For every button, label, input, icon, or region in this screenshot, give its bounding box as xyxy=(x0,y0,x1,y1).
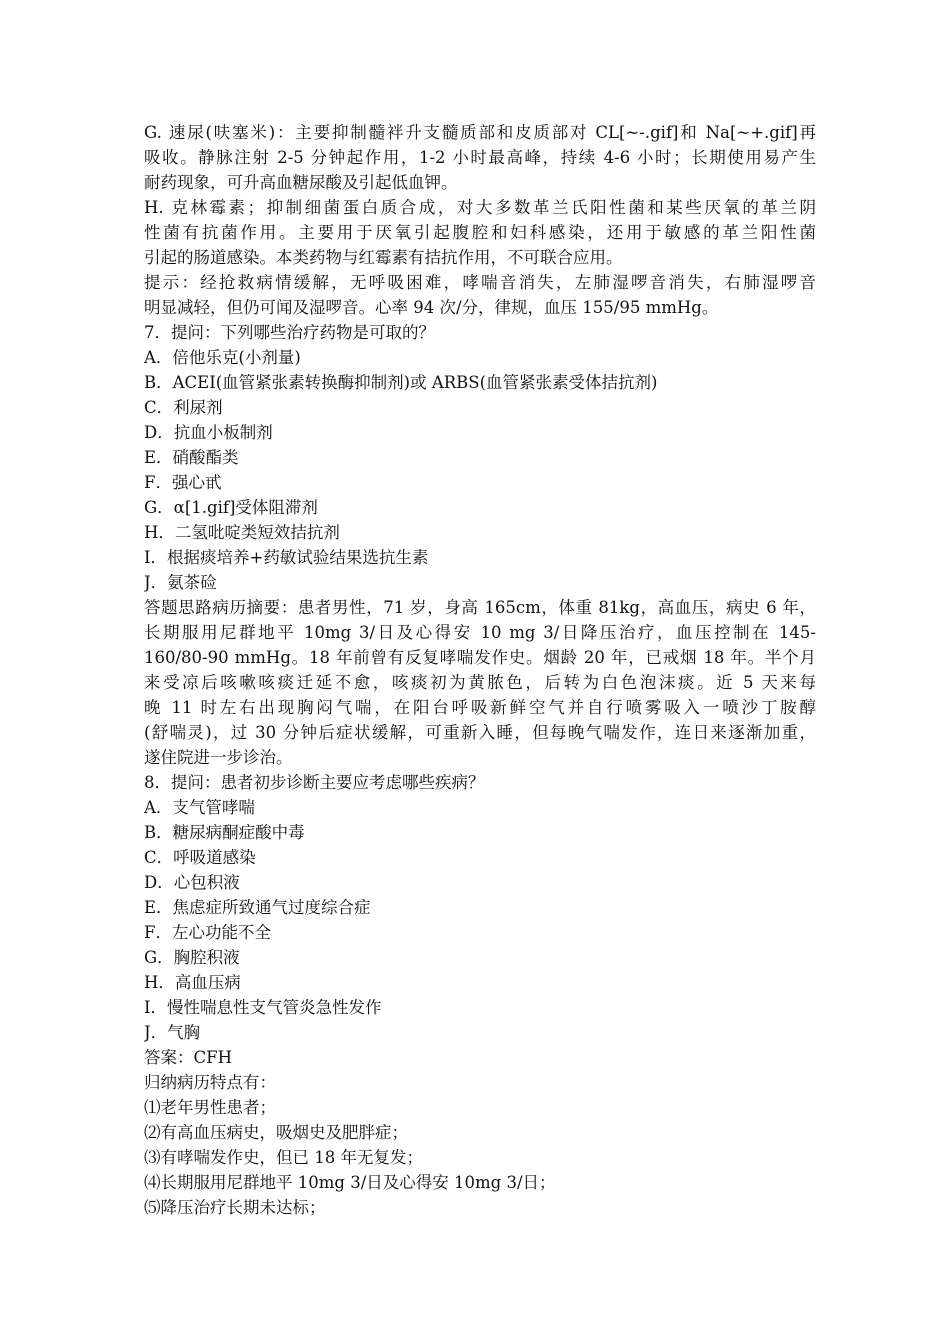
text-line: G. 速尿(呋塞米)：主要抑制髓袢升支髓质部和皮质部对 CL[~-.gif]和 Na[~+.gif]再 xyxy=(144,123,816,142)
text-line: C．利尿剂 xyxy=(144,398,223,417)
text-line: H．高血压病 xyxy=(144,973,241,992)
text-line: 明显减轻，但仍可闻及湿啰音。心率 94 次/分，律规，血压 155/95 mmHg。 xyxy=(144,298,719,317)
text-line: 来受凉后咳嗽咳痰迁延不愈，咳痰初为黄脓色，后转为白色泡沫痰。近 5 天来每 xyxy=(144,673,816,692)
text-line: 引起的肠道感染。本类药物与红霉素有拮抗作用，不可联合应用。 xyxy=(144,248,623,267)
text-line: 性菌有抗菌作用。主要用于厌氧引起腹腔和妇科感染，还用于敏感的革兰阳性菌 xyxy=(144,223,816,242)
text-line: 答题思路病历摘要：患者男性，71 岁，身高 165cm，体重 81kg，高血压，病史 6 年， xyxy=(144,598,816,617)
text-line: B．糖尿病酮症酸中毒 xyxy=(144,823,305,842)
text-line: 160/80-90 mmHg。18 年前曾有反复哮喘发作史。烟龄 20 年，已戒烟 18 年。半个月 xyxy=(144,648,816,667)
text-line: 吸收。静脉注射 2-5 分钟起作用，1-2 小时最高峰，持续 4-6 小时；长期使用易产生 xyxy=(144,148,816,167)
text-line: 7．提问：下列哪些治疗药物是可取的？ xyxy=(144,323,435,342)
text-line: (舒喘灵)，过 30 分钟后症状缓解，可重新入睡，但每晚气喘发作，连日来逐渐加重， xyxy=(144,723,816,742)
text-line: ⑷长期服用尼群地平 10mg 3/日及心得安 10mg 3/日； xyxy=(144,1173,556,1192)
text-line: E．硝酸酯类 xyxy=(144,448,239,467)
text-line: B．ACEI(血管紧张素转换酶抑制剂)或 ARBS(血管紧张素受体拮抗剂) xyxy=(144,373,658,392)
text-line: H．二氢吡啶类短效拮抗剂 xyxy=(144,523,340,542)
text-line: 晚 11 时左右出现胸闷气喘，在阳台呼吸新鲜空气并自行喷雾吸入一喷沙丁胺醇 xyxy=(144,698,816,717)
text-line: 遂住院进一步诊治。 xyxy=(144,748,293,767)
text-line: D．抗血小板制剂 xyxy=(144,423,273,442)
text-line: ⑶有哮喘发作史，但已 18 年无复发； xyxy=(144,1148,423,1167)
text-line: 提示：经抢救病情缓解，无呼吸困难，哮喘音消失，左肺湿啰音消失，右肺湿啰音 xyxy=(144,273,816,292)
text-line: ⑸降压治疗长期未达标； xyxy=(144,1198,326,1217)
text-line: 耐药现象，可升高血糖尿酸及引起低血钾。 xyxy=(144,173,458,192)
text-line: I．慢性喘息性支气管炎急性发作 xyxy=(144,998,382,1017)
text-line: F．强心甙 xyxy=(144,473,222,492)
text-line: 长期服用尼群地平 10mg 3/日及心得安 10 mg 3/日降压治疗，血压控制在 145- xyxy=(144,623,816,642)
text-line: 答案：CFH xyxy=(144,1048,232,1067)
text-line: J．氨茶硷 xyxy=(144,573,217,592)
text-line: E．焦虑症所致通气过度综合症 xyxy=(144,898,371,917)
text-line: J．气胸 xyxy=(144,1023,201,1042)
text-line: ⑵有高血压病史，吸烟史及肥胖症； xyxy=(144,1123,408,1142)
text-line: C．呼吸道感染 xyxy=(144,848,256,867)
text-line: G．α[1.gif]受体阻滞剂 xyxy=(144,498,318,517)
text-line: A．支气管哮喘 xyxy=(144,798,255,817)
text-line: 8．提问：患者初步诊断主要应考虑哪些疾病？ xyxy=(144,773,485,792)
text-line: ⑴老年男性患者； xyxy=(144,1098,276,1117)
text-line: I．根据痰培养+药敏试验结果选抗生素 xyxy=(144,548,429,567)
text-line: A．倍他乐克(小剂量) xyxy=(144,348,301,367)
text-line: H. 克林霉素；抑制细菌蛋白质合成，对大多数革兰氏阳性菌和某些厌氧的革兰阴 xyxy=(144,198,816,217)
text-line: D．心包积液 xyxy=(144,873,240,892)
text-line: 归纳病历特点有： xyxy=(144,1073,276,1092)
document-page xyxy=(144,120,816,1220)
text-line: G．胸腔积液 xyxy=(144,948,240,967)
text-line: F．左心功能不全 xyxy=(144,923,271,942)
